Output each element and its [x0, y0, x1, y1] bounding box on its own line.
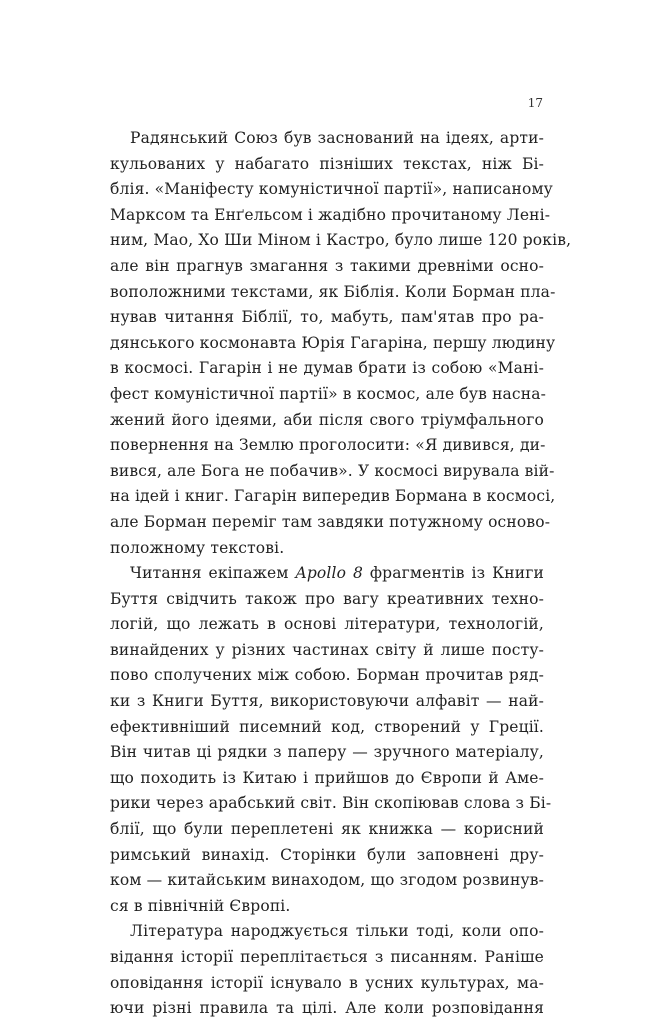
text-line: Література народжується тільки тоді, коли опо-	[130, 922, 544, 941]
text-line: римський винахід. Сторінки були заповнені дру-	[110, 845, 544, 864]
text-line: ки з Книги Буття, використовуючи алфавіт — най-	[110, 692, 544, 711]
text-line: жений його ідеями, аби після свого тріумфального	[110, 410, 544, 429]
text-line: на ідей і книг. Гагарін випередив Бормана в космосі,	[110, 487, 556, 506]
text-line: кульованих у набагато пізніших текстах, ніж Бі-	[110, 154, 544, 173]
text-line: рики через арабський світ. Він скопіював слова з Бі-	[110, 794, 552, 813]
text-line: повернення на Землю проголосити: «Я дивився, ди-	[110, 436, 546, 455]
text-line: ком — китайським винаходом, що згодом розвинув-	[110, 871, 544, 890]
text-line: Радянський Союз був заснований на ідеях, арти-	[130, 129, 544, 147]
text-line: що походить із Китаю і прийшов до Європи й Аме-	[110, 768, 544, 787]
text-line: дянського космонавта Юрія Гагаріна, першу людину	[110, 333, 556, 352]
text-line: ся в північній Європі.	[110, 896, 291, 915]
text-line: Буття свідчить також про вагу креативних техно-	[110, 589, 544, 608]
body-text	[110, 126, 572, 1022]
text-line-with-italic	[110, 561, 544, 587]
text-line: Він читав ці рядки з паперу — зручного матеріалу,	[110, 743, 544, 762]
text-line: воположними текстами, як Біблія. Коли Борман пла-	[110, 282, 556, 301]
text-line: але він прагнув змагання з такими древніми осно-	[110, 256, 544, 275]
text-run: фрагментів із Книги	[363, 564, 544, 583]
text-line: блія. «Маніфесту комуністичної партії», написаному	[110, 180, 553, 199]
text-line: нував читання Біблії, то, мабуть, пам'ятав про ра-	[110, 308, 544, 327]
text-run: Читання екіпажем	[130, 564, 296, 583]
text-line: в космосі. Гагарін і не думав брати із собою «Мані-	[110, 359, 544, 378]
text-line: логій, що лежать в основі літератури, технологій,	[110, 615, 544, 634]
text-line: але Борман переміг там завдяки потужному осново-	[110, 512, 551, 531]
text-line: Марксом та Енґельсом і жадібно прочитаному Лені-	[110, 205, 551, 224]
page-number: 17	[527, 96, 543, 110]
text-line: відання історії переплітається з писанням. Раніше	[110, 948, 544, 966]
text-line: вився, але Бога не побачив». У космосі вирувала вій-	[110, 461, 555, 480]
text-line: ефективніший писемний код, створений у Греції.	[110, 717, 544, 736]
text-line: фест комуністичної партії» в космос, але був насна-	[110, 384, 547, 403]
text-line: пово сполучених між собою. Борман прочитав ряд-	[110, 666, 544, 685]
text-line: оповідання історії існувало в усних культурах, ма-	[110, 973, 544, 992]
text-line: положному текстові.	[110, 538, 285, 557]
text-line: блії, що були переплетені як книжка — корисний	[110, 820, 544, 839]
text-line: винайдених у різних частинах світу й лише посту-	[110, 640, 544, 659]
text-line: ючи різні правила та цілі. Але коли розповідання	[110, 999, 544, 1018]
spacecraft-name: Apollo 8	[295, 564, 363, 583]
text-line: ним, Мао, Хо Ши Міном і Кастро, було лише 120 років,	[110, 231, 572, 250]
